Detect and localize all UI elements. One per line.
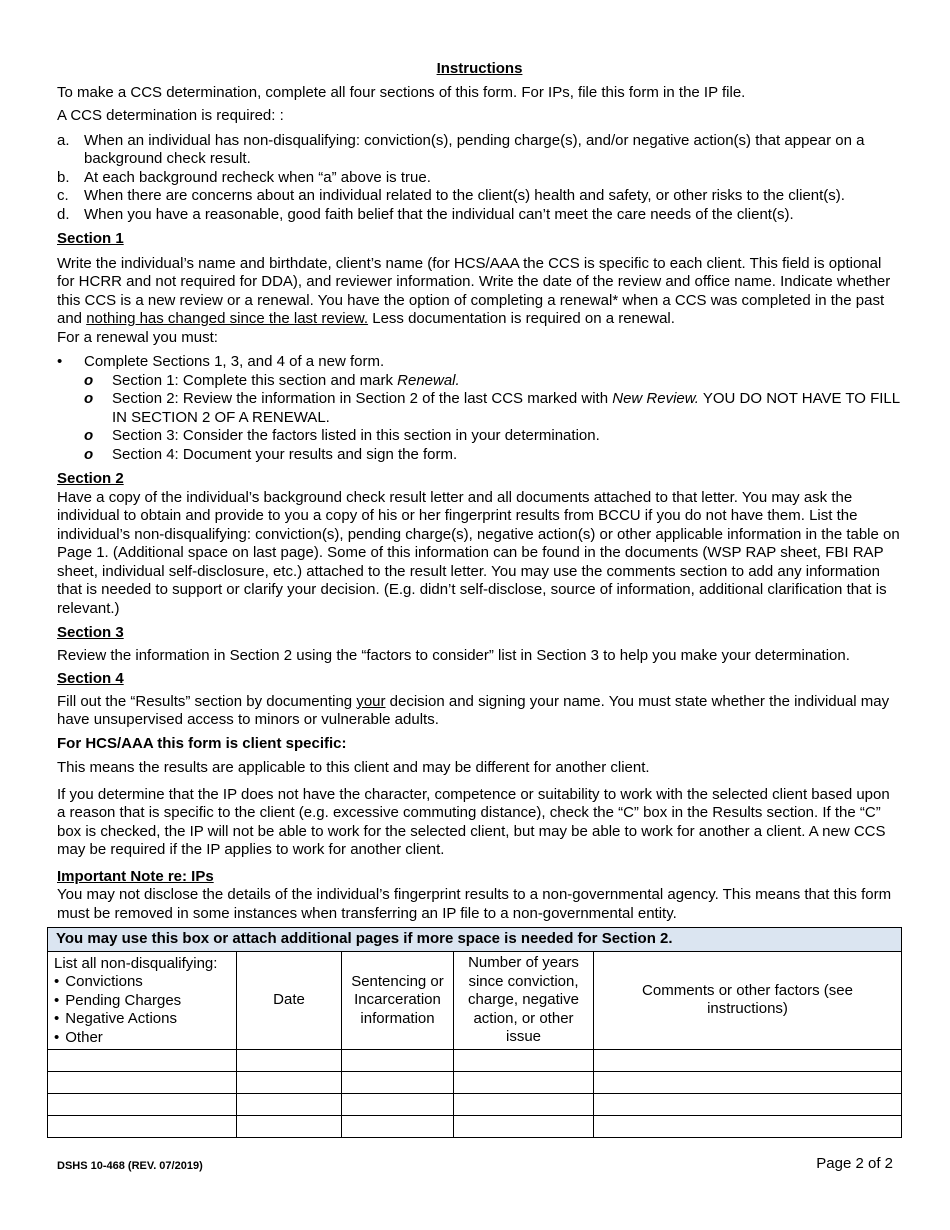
section3-heading: Section 3 <box>57 624 124 641</box>
list-item: • Convictions <box>54 973 230 992</box>
table-cell[interactable] <box>454 1072 594 1094</box>
col-header-list: List all non-disqualifying: • Convictions • Pending Charges • Negative Actions • Other <box>48 951 237 1050</box>
table-cell[interactable] <box>454 1050 594 1072</box>
list-item: o Section 2: Review the information in Section 2 of the last CCS marked with New Review. YOU DO NOT HAVE TO FILL IN SECTION 2 OF A RENEWAL. <box>84 390 900 426</box>
section3-text: Review the information in Section 2 using the “factors to consider” list in Section 3 to help you make your determination. <box>57 646 850 664</box>
hcs-text-2: If you determine that the IP does not have the character, competence or suitability to work with the selected client based upon a reason that is specific to the client (e.g. excessive commuting distance), check the “C” box in the Results section. If the “C” box is checked, the IP will not be able to work for the selected client, but may be able to work for another a client. A new CCS may be required if the IP applies to work for another client. <box>57 785 890 858</box>
col1-list <box>54 973 230 1047</box>
table-cell[interactable] <box>594 1094 902 1116</box>
renewal-sublist <box>57 372 902 465</box>
table-cell[interactable] <box>48 1116 237 1138</box>
list-item: c. When there are concerns about an individual related to the client(s) health and safety, or other risks to the client(s). <box>57 187 845 204</box>
list-item: • Other <box>54 1029 230 1048</box>
table-cell[interactable] <box>594 1050 902 1072</box>
list-item: • Complete Sections 1, 3, and 4 of a new form. <box>57 353 385 370</box>
table-cell[interactable] <box>342 1050 454 1072</box>
required-lead: A CCS determination is required: : <box>57 107 284 124</box>
list-item: • Pending Charges <box>54 992 230 1011</box>
section4-text: Fill out the “Results” section by documenting your decision and signing your name. You must state whether the individual may have unsupervised access to minors or vulnerable adults. <box>57 692 890 728</box>
section1-heading: Section 1 <box>57 230 124 247</box>
col-header-comments: Comments or other factors (see instructions) <box>594 951 902 1050</box>
list-item: o Section 4: Document your results and sign the form. <box>84 445 458 463</box>
list-item: o Section 1: Complete this section and mark Renewal. <box>84 371 460 389</box>
table-row[interactable] <box>48 1050 902 1072</box>
page-title: Instructions <box>436 60 523 77</box>
col-header-date: Date <box>237 951 342 1050</box>
table-cell[interactable] <box>454 1094 594 1116</box>
renewal-list <box>57 353 902 372</box>
instructions-page <box>57 60 902 928</box>
section2-table <box>47 927 902 1138</box>
section2-heading: Section 2 <box>57 470 124 487</box>
table-cell[interactable] <box>237 1116 342 1138</box>
table-row[interactable] <box>48 1094 902 1116</box>
important-note-text: You may not disclose the details of the individual’s fingerprint results to a non-governmental agency. This means that this form must be removed in some instances when transferring an IP file to a non-governmental entity. <box>57 886 892 922</box>
intro-text: To make a CCS determination, complete all four sections of this form. For IPs, file this form in the IP file. <box>57 83 746 101</box>
hcs-text-1: This means the results are applicable to this client and may be different for another client. <box>57 759 650 776</box>
list-item: o Section 3: Consider the factors listed in this section in your determination. <box>84 427 600 444</box>
table-header-row <box>48 951 902 1050</box>
list-item: • Negative Actions <box>54 1010 230 1029</box>
page-number: Page 2 of 2 <box>816 1155 893 1172</box>
section1-text: Write the individual’s name and birthdate, client’s name (for HCS/AAA the CCS is specific to each client. This field is optional for HCRR and not required for DDA), and reviewer information. Write the date of the review and office name. Indicate whether this CCS is a new review or a renewal. You have the option of completing a renewal* when a CCS was completed in the past and nothing has changed since the last review. Less documentation is required on a renewal. <box>57 254 891 327</box>
table-row[interactable] <box>48 1116 902 1138</box>
section4-heading: Section 4 <box>57 670 124 687</box>
table-cell[interactable] <box>342 1094 454 1116</box>
table-cell[interactable] <box>594 1072 902 1094</box>
table-cell[interactable] <box>48 1094 237 1116</box>
form-id: DSHS 10-468 (REV. 07/2019) <box>57 1160 203 1172</box>
section2-text: Have a copy of the individual’s background check result letter and all documents attached to that letter. You may ask the individual to obtain and provide to you a copy of his or her fingerprint results from BCCU if you do not have them. List the individual’s non-disqualifying: conviction(s), pending charge(s), negative action(s) or other applicable information in the table on Page 1. (Additional space on last page). Some of this information can be found in the documents (WSP RAP sheet, FBI RAP sheet, individual self-disclosure, etc.) attached to the result letter. You may use the comments section to add any information that is needed to support or clarify your decision. (E.g. didn’t self-disclose, source of information, additional clarification that is relevant.) <box>57 488 900 617</box>
table-cell[interactable] <box>48 1050 237 1072</box>
table-cell[interactable] <box>237 1094 342 1116</box>
col-header-years: Number of years since conviction, charge, negative action, or other issue <box>454 951 594 1050</box>
list-item: d. When you have a reasonable, good faith belief that the individual can’t meet the care needs of the client(s). <box>57 205 794 223</box>
table-cell[interactable] <box>454 1116 594 1138</box>
table-cell[interactable] <box>237 1072 342 1094</box>
table-cell[interactable] <box>342 1116 454 1138</box>
table-cell[interactable] <box>342 1072 454 1094</box>
table-cell[interactable] <box>237 1050 342 1072</box>
hcs-heading: For HCS/AAA this form is client specific: <box>57 734 347 752</box>
table-cell[interactable] <box>594 1116 902 1138</box>
renewal-lead: For a renewal you must: <box>57 328 218 346</box>
important-note-heading: Important Note re: IPs <box>57 867 214 885</box>
table-cell[interactable] <box>48 1072 237 1094</box>
required-list <box>57 132 902 225</box>
col-header-sentencing: Sentencing or Incarceration information <box>342 951 454 1050</box>
list-item: b. At each background recheck when “a” above is true. <box>57 168 431 186</box>
table-banner: You may use this box or attach additional pages if more space is needed for Section 2. <box>48 928 902 952</box>
table-row[interactable] <box>48 1072 902 1094</box>
list-item: a. When an individual has non-disqualifying: conviction(s), pending charge(s), and/or negative action(s) that appear on a background check result. <box>57 131 865 167</box>
